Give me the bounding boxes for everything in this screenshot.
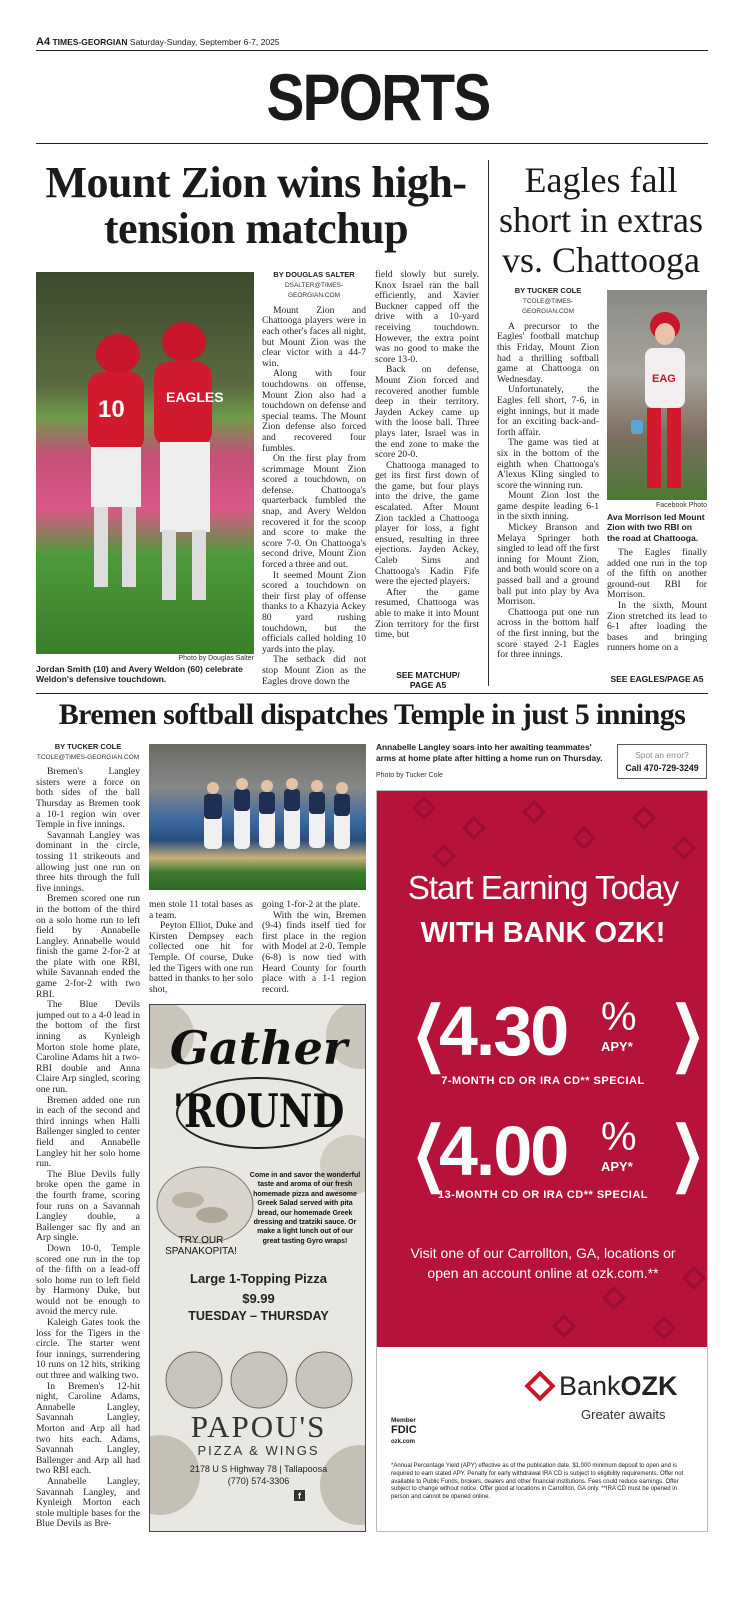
rate2-value: 4.00 xyxy=(439,1112,568,1190)
facebook-icon[interactable]: f xyxy=(294,1490,305,1501)
ad-deal: Large 1-Topping Pizza xyxy=(190,1271,327,1286)
ad-line1: Start Earning Today xyxy=(407,869,679,906)
story2-byline: BY TUCKER COLE xyxy=(514,286,582,295)
paragraph: Down 10-0, Temple scored one run in the top of the fifth on a lead-off solo home run to left field by Harmony Duke, but would not be enough to avoid the mercy rule. xyxy=(36,1242,140,1318)
rate1-apy: APY* xyxy=(601,1039,633,1054)
svg-text:EAG: EAG xyxy=(652,373,676,385)
papous-ad[interactable] xyxy=(149,1004,366,1532)
rate2-apy: APY* xyxy=(601,1159,633,1174)
paragraph: Along with four touchdowns on offense, Mount Zion also had a touchdown on defense and special teams. The Mount Zion defense also forced and recovered four fumbles. xyxy=(262,368,366,454)
ad-gather: Gather xyxy=(169,1021,348,1075)
story1-headline: Mount Zion wins high-tension matchup xyxy=(45,158,467,253)
paragraph: The Eagles finally added one run in the top of the fifth on another ground-out RBI for Morrison. xyxy=(607,548,707,601)
ad-subbrand: PIZZA & WINGS xyxy=(197,1443,320,1458)
paragraph: After the game resumed, Chattooga was able to make it into Mount Zion territory for the first time, but xyxy=(375,586,479,641)
paragraph: Kaleigh Gates took the loss for the Tigers in the circle. The starter went four innings, surrendering 10 runs on 12 hits, striking out three and walking two. xyxy=(36,1317,140,1382)
rate1-term: 7-MONTH CD OR IRA CD** SPECIAL xyxy=(441,1075,645,1087)
paragraph: On the first play from scrimmage Mount Zion scored a touchdown, on defense. Chattooga's quarterback fumbled the snap, and Avery Weldon recovered it for the scoop and score to make the score 7-0. On Chattooga's second drive, Mount Zion forced a three and out. xyxy=(262,453,366,571)
chevron-left-icon: ❮ xyxy=(411,1113,448,1193)
ad-blurb: Come in and savor the wonderful taste and aroma of our fresh homemade pizza and awesome Greek Salad served with pita bread, our homemade Greek dressing and tzatziki sauce. Or make a light lunch out of our great tasting Gyro wraps! xyxy=(249,1172,361,1245)
rate1-percent: % xyxy=(601,995,637,1039)
fdic-url: ozk.com xyxy=(391,1439,416,1445)
football-players-illustration xyxy=(36,272,254,654)
paragraph: Chattooga put one run across in the bottom half of the first inning, but the score stayed 2-1 Eagles for three innings. xyxy=(497,606,599,661)
paragraph: Mickey Branson and Melaya Springer both singled to lead off the first inning for Mount Zion, and both would score on a passed ball and a ground ball put into play by Ava Morrison. xyxy=(497,522,599,608)
story2-photo xyxy=(607,290,707,500)
story1-photo-credit: Photo by Douglas Salter xyxy=(178,655,254,662)
story1-caption: Jordan Smith (10) and Avery Weldon (60) celebrate Weldon's defensive touchdown. xyxy=(36,664,243,685)
fdic-logo: FDIC xyxy=(391,1424,417,1436)
ad-brand: PAPOU'S xyxy=(190,1409,327,1444)
story3-photo xyxy=(149,744,366,890)
ad-visit: Visit one of our Carrollton, GA, locations or open an account online at ozk.com.** xyxy=(410,1245,676,1281)
paragraph: Bremen's Langley sisters were a force on both sides of the ball Thursday as Bremen took a 10-1 region win over Temple in five innings. xyxy=(36,766,140,831)
story1-email: DSALTER@TIMES-GEORGIAN.COM xyxy=(284,281,344,300)
paragraph: With the win, Bremen (9-4) finds itself tied for first place in the region with Model at 2-0. Temple (6-8) is now tied with Heard County for fourth place with a 1-1 region record. xyxy=(262,909,366,995)
paragraph: going 1-for-2 at the plate. xyxy=(262,900,361,910)
story1-byline: BY DOUGLAS SALTER xyxy=(273,270,355,279)
story3-byline: BY TUCKER COLE xyxy=(54,742,122,751)
rate1-value: 4.30 xyxy=(439,992,568,1070)
rate2-percent: % xyxy=(601,1115,637,1159)
section-rule xyxy=(36,143,708,144)
error-box[interactable] xyxy=(617,744,707,779)
bank-logo xyxy=(559,1371,678,1402)
column-divider xyxy=(488,160,489,686)
paragraph: The setback did not stop Mount Zion as the Eagles drove down the xyxy=(262,654,366,687)
section-title: SPORTS xyxy=(266,60,490,134)
fdic-member: Member xyxy=(391,1417,416,1424)
paragraph: It seemed Mount Zion scored a touchdown on their first play of offense thanks to a Khazyia Ackey 80 yard rushing touchdown, but the officials called holding 10 yards into the play. xyxy=(262,569,366,655)
story3-headline: Bremen softball dispatches Temple in just 5 innings xyxy=(58,698,686,731)
story3-caption: Annabelle Langley soars into her awaiting teammates' arms at home plate after hitting a home run on Thursday. xyxy=(376,742,603,763)
error-box-phone: Call 470-729-3249 xyxy=(625,763,699,773)
paragraph: The Blue Devils fully broke open the game in the fourth frame, scoring four runs on a Savannah Langley double, a Ballenger sac fly and an Arp single. xyxy=(36,1168,140,1244)
ad-price: $9.99 xyxy=(242,1291,275,1306)
story1-column-2 xyxy=(375,270,479,688)
team-celebration-illustration xyxy=(149,744,366,890)
header-rule xyxy=(36,50,708,51)
paragraph: Back on defense, Mount Zion forced and recovered another fumble deep in their territory. Jayden Ackey came up with the loose ball. Three plays later, Israel was in the end zone to make the score 20-0. xyxy=(375,364,479,461)
paragraph: The game was tied at six in the bottom of the eighth when Chattooga's A'lexus Kling singled to score the winning run. xyxy=(497,437,599,491)
story3-column-2 xyxy=(149,900,253,1000)
bank-tagline: Greater awaits xyxy=(581,1407,666,1422)
paragraph: The Blue Devils jumped out to a 4-0 lead in the bottom of the first inning as Kynleigh Morton stole home plate, Caroline Adams hit a two-RBI double and Anna Claire Arp singled, scoring one run. xyxy=(36,999,140,1095)
paragraph: Bremen scored one run in the bottom of the third on a solo home run to left field by Annabelle Langley. Annabelle would finish the game 2-for-2 at the plate with one RBI, while Savannah ended the game 2-for-2 with two RBI. xyxy=(36,893,140,1000)
paragraph: Savannah Langley was dominant in the circle, tossing 11 strikeouts and allowing just one run on three hits through the full five innings. xyxy=(36,829,140,894)
bank-fine-print: *Annual Percentage Yield (APY) effective as of the publication date. $1,000 minimum deposit to open and is required to earn stated APY. Penalty for early withdrawal IRA CD is subject to eligibility requirements. Offer not available to Public Funds, brokers, dealers and other financial institutions. Fees could reduce earnings. Offer subject to change without notice. Offer good at locations in Carrollton, GA only. **IRA CD must be opened in person and cannot be opened online. xyxy=(391,1463,684,1501)
ad-line2: WITH BANK OZK! xyxy=(420,917,666,949)
paragraph: Bremen added one run in each of the second and third innings when Halli Ballenger singled to center field and Annabelle Langley hit her solo home run. xyxy=(36,1094,140,1170)
chevron-right-icon: ❯ xyxy=(669,1113,706,1193)
svg-text:10: 10 xyxy=(98,396,125,423)
paper-name: TIMES-GEORGIAN xyxy=(52,37,128,47)
paragraph: In the sixth, Mount Zion stretched its lead to 6-1 after loading the bases and bringing runners home on a xyxy=(607,599,707,654)
paragraph: Annabelle Langley, Savannah Langley, and Kynleigh Morton each stole multiple bases for the Blue Devils as Bre- xyxy=(36,1475,140,1530)
story1-jump-link[interactable]: SEE MATCHUP/ PAGE A5 xyxy=(396,670,460,690)
story2-email: TCOLE@TIMES-GEORGIAN.COM xyxy=(521,297,574,316)
rate2-term: 13-MONTH CD OR IRA CD** SPECIAL xyxy=(437,1189,649,1201)
ad-days: TUESDAY – THURSDAY xyxy=(188,1309,329,1323)
paragraph: In Bremen's 12-hit night, Caroline Adams, Annabelle Langley, Savannah Langley, Morton and Arp all had two hits each. Adams, Savannah Langley, Ballenger and Arp all had two RBI each. xyxy=(36,1380,140,1477)
page-number: A4 xyxy=(36,36,51,48)
paragraph: men stole 11 total bases as a team. xyxy=(149,900,253,921)
story2-caption: Ava Morrison led Mount Zion with two RBI on the road at Chattooga. xyxy=(607,512,705,543)
story3-column-3 xyxy=(262,900,366,1000)
paragraph: Mount Zion lost the game despite leading 6-1 in the sixth inning. xyxy=(497,490,599,523)
story-divider xyxy=(36,693,708,694)
story3-email: TCOLE@TIMES-GEORGIAN.COM xyxy=(36,753,140,761)
story1-column-1 xyxy=(262,270,366,688)
story3-photo-credit: Photo by Tucker Cole xyxy=(376,772,443,779)
ad-phone: (770) 574-3306 xyxy=(227,1476,290,1486)
paragraph: Chattooga managed to get its first first down of the game, but four plays into the drive, the game escalated. After Mount Zion tackled a Chattooga player for loss, a fight ensued, resulting in three ejections. Jayden Ackey, Caleb Sims and Chattooga's Kadin Fife were the ejected players. xyxy=(375,459,479,588)
issue-date: Saturday-Sunday, September 6-7, 2025 xyxy=(129,37,280,47)
paragraph: A precursor to the Eagles' football matchup this Friday, Mount Zion had a thrilling softball game at Chattooga on Wednesday. xyxy=(497,320,599,385)
folio xyxy=(36,36,280,48)
bank-logo-ozk: OZK xyxy=(620,1371,678,1401)
paragraph: Unfortunately, the Eagles fell short, 7-6, in eight innings, but it made for an exciting back-and-forth affair. xyxy=(497,384,599,438)
story2-headline: Eagles fall short in extras vs. Chattooga xyxy=(499,160,703,280)
story1-photo xyxy=(36,272,254,654)
chevron-right-icon: ❯ xyxy=(669,993,706,1073)
paragraph: Mount Zion and Chattooga players were in each other's faces all night, but Mount Zion was the clear victor with a 44-7 win. xyxy=(262,304,366,369)
story2-photo-credit: Facebook Photo xyxy=(656,502,707,509)
rate2-block xyxy=(377,1111,708,1201)
bank-ozk-logo-icon xyxy=(524,1370,555,1401)
error-box-title: Spot an error? xyxy=(635,750,689,760)
bank-logo-word: Bank xyxy=(559,1371,621,1401)
paragraph: field slowly but surely. Knox Israel ran the ball efficiently, and Xavier Buckner capped off the drive with a 10-yard receiving touchdown. However, the extra point was no good to make the score 13-0. xyxy=(375,270,479,365)
chevron-left-icon: ❮ xyxy=(411,993,448,1073)
softball-player-illustration xyxy=(607,290,707,500)
svg-text:EAGLES: EAGLES xyxy=(166,389,224,405)
ad-round: 'ROUND xyxy=(172,1084,345,1138)
bank-ozk-ad[interactable] xyxy=(376,790,708,1532)
paragraph: Peyton Elliot, Duke and Kirsten Dempsey each collected one hit for Temple. Of course, Duke led the Tigers with one run batted in thanks to her solo shot, xyxy=(149,920,253,995)
rate1-block xyxy=(377,991,708,1081)
story2-column-2 xyxy=(607,548,707,670)
story2-jump-link[interactable]: SEE EAGLES/PAGE A5 xyxy=(610,674,704,684)
ad-try-spanakopita: TRY OUR SPANAKOPITA! xyxy=(165,1235,237,1257)
ad-address: 2178 U S Highway 78 | Tallapoosa xyxy=(189,1464,328,1474)
story2-column-1 xyxy=(497,286,599,686)
story3-column-1 xyxy=(36,742,140,1534)
